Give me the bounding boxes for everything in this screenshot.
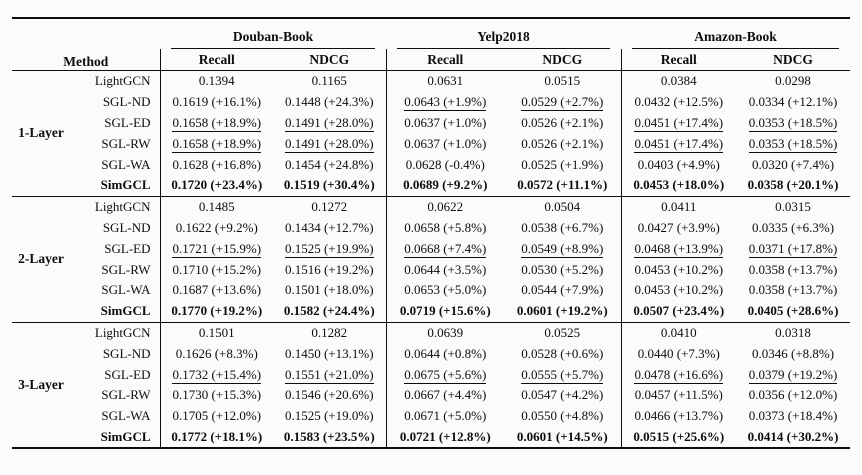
metric-value: 0.0530 (+5.2%) bbox=[521, 261, 604, 277]
metric-value: 0.1485 bbox=[198, 199, 235, 215]
metric-cell bbox=[736, 259, 850, 280]
metric-cell bbox=[386, 113, 504, 134]
metric-value: 0.0379 (+19.2%) bbox=[748, 366, 838, 382]
metric-value: 0.1525 (+19.0%) bbox=[284, 408, 374, 424]
method-name: SimGCL bbox=[100, 177, 151, 193]
metric-value: 0.1582 (+24.4%) bbox=[283, 303, 375, 319]
metric-cell bbox=[273, 71, 386, 92]
metric-cell bbox=[504, 322, 621, 343]
metric-value: 0.1501 bbox=[198, 324, 235, 340]
metric-value: 0.0453 (+18.0%) bbox=[633, 177, 725, 193]
method-name: LightGCN bbox=[70, 196, 160, 217]
metric-cell bbox=[504, 133, 621, 154]
metric-cell bbox=[160, 406, 273, 427]
metric-value: 0.0689 (+9.2%) bbox=[403, 177, 488, 193]
column-header-recall: Recall bbox=[386, 49, 504, 71]
metric-value: 0.1448 (+24.3%) bbox=[284, 94, 374, 110]
method-name: SGL-ND bbox=[102, 345, 151, 361]
metric-cell bbox=[504, 238, 621, 259]
metric-value: 0.1687 (+13.6%) bbox=[172, 282, 262, 298]
table-row bbox=[12, 364, 850, 385]
metric-cell bbox=[386, 196, 504, 217]
metric-value: 0.1622 (+9.2%) bbox=[175, 219, 258, 235]
group-label-amazon-book: Amazon-Book bbox=[632, 29, 839, 49]
metric-cell bbox=[504, 154, 621, 175]
table-row bbox=[12, 238, 850, 259]
metric-cell bbox=[160, 154, 273, 175]
metric-cell bbox=[736, 364, 850, 385]
metric-cell bbox=[621, 301, 736, 322]
metric-cell bbox=[386, 343, 504, 364]
metric-cell bbox=[160, 71, 273, 92]
metric-value: 0.0637 (+1.0%) bbox=[404, 114, 487, 130]
metric-cell bbox=[504, 71, 621, 92]
metric-cell bbox=[504, 301, 621, 322]
metric-value: 0.1720 (+23.4%) bbox=[171, 177, 263, 193]
metric-cell bbox=[273, 113, 386, 134]
metric-cell bbox=[386, 301, 504, 322]
metric-cell bbox=[736, 175, 850, 196]
metric-value: 0.0334 (+12.1%) bbox=[748, 94, 838, 110]
column-header-recall: Recall bbox=[160, 49, 273, 71]
method-name: SGL-RW bbox=[101, 261, 151, 277]
metric-value: 0.0631 bbox=[427, 73, 464, 89]
metric-cell bbox=[621, 133, 736, 154]
metric-value: 0.1721 (+15.9%) bbox=[172, 240, 262, 256]
metric-cell bbox=[504, 385, 621, 406]
metric-value: 0.0315 bbox=[775, 199, 811, 215]
metric-value: 0.0526 (+2.1%) bbox=[521, 135, 604, 151]
metric-cell bbox=[736, 343, 850, 364]
metric-cell bbox=[736, 406, 850, 427]
method-name: SGL-ED bbox=[104, 366, 151, 382]
metric-value: 0.1710 (+15.2%) bbox=[172, 261, 262, 277]
metric-cell bbox=[504, 218, 621, 239]
method-name: SGL-ND bbox=[102, 219, 151, 235]
metric-cell bbox=[621, 280, 736, 301]
method-name: SGL-RW bbox=[101, 135, 151, 151]
column-header-ndcg: NDCG bbox=[736, 49, 850, 71]
table-row bbox=[12, 175, 850, 196]
metric-value: 0.0358 (+13.7%) bbox=[748, 282, 838, 298]
metric-cell bbox=[621, 406, 736, 427]
column-header-ndcg: NDCG bbox=[504, 49, 621, 71]
metric-value: 0.0544 (+7.9%) bbox=[521, 282, 604, 298]
table-body bbox=[12, 71, 850, 449]
metric-cell bbox=[386, 133, 504, 154]
metric-value: 0.0371 (+17.8%) bbox=[748, 240, 838, 256]
table-row bbox=[12, 427, 850, 449]
metric-value: 0.0549 (+8.9%) bbox=[521, 240, 604, 256]
table-row bbox=[12, 218, 850, 239]
metric-cell bbox=[621, 175, 736, 196]
metric-cell bbox=[273, 259, 386, 280]
metric-cell bbox=[504, 259, 621, 280]
metric-value: 0.1282 bbox=[311, 324, 348, 340]
metric-cell bbox=[386, 259, 504, 280]
metric-value: 0.0671 (+5.0%) bbox=[404, 408, 487, 424]
metric-value: 0.0547 (+4.2%) bbox=[521, 387, 604, 403]
metric-value: 0.0644 (+3.5%) bbox=[404, 261, 487, 277]
metric-value: 0.1525 (+19.9%) bbox=[284, 240, 374, 256]
method-name: SGL-WA bbox=[101, 408, 151, 424]
metric-value: 0.0572 (+11.1%) bbox=[517, 177, 608, 193]
metric-value: 0.1546 (+20.6%) bbox=[284, 387, 374, 403]
metric-value: 0.0451 (+17.4%) bbox=[634, 114, 724, 130]
table-row bbox=[12, 196, 850, 217]
method-name: SGL-ND bbox=[102, 94, 151, 110]
metric-value: 0.0675 (+5.6%) bbox=[404, 366, 487, 382]
metric-cell bbox=[273, 385, 386, 406]
method-name: SimGCL bbox=[100, 303, 151, 319]
metric-value: 0.0478 (+16.6%) bbox=[634, 366, 724, 382]
metric-value: 0.1583 (+23.5%) bbox=[283, 428, 375, 444]
metric-cell bbox=[386, 280, 504, 301]
metric-cell bbox=[621, 238, 736, 259]
metric-value: 0.0628 (-0.4%) bbox=[405, 156, 485, 172]
metric-value: 0.1658 (+18.9%) bbox=[172, 135, 262, 151]
metric-value: 0.1450 (+13.1%) bbox=[284, 345, 374, 361]
metric-cell bbox=[273, 218, 386, 239]
metric-cell bbox=[621, 71, 736, 92]
metric-value: 0.1626 (+8.3%) bbox=[175, 345, 258, 361]
metric-cell bbox=[386, 364, 504, 385]
metric-value: 0.0427 (+3.9%) bbox=[637, 219, 720, 235]
metric-cell bbox=[160, 343, 273, 364]
metric-cell bbox=[273, 154, 386, 175]
table-row bbox=[12, 301, 850, 322]
metric-cell bbox=[160, 322, 273, 343]
metric-value: 0.1732 (+15.4%) bbox=[172, 366, 262, 382]
metric-value: 0.0528 (+0.6%) bbox=[521, 345, 604, 361]
table-row bbox=[12, 133, 850, 154]
group-label-yelp2018: Yelp2018 bbox=[397, 29, 610, 49]
metric-value: 0.0320 (+7.4%) bbox=[752, 156, 835, 172]
method-name: SGL-RW bbox=[101, 387, 151, 403]
metric-value: 0.1628 (+16.8%) bbox=[172, 156, 262, 172]
metric-value: 0.0667 (+4.4%) bbox=[404, 387, 487, 403]
metric-cell bbox=[621, 385, 736, 406]
metric-value: 0.0356 (+12.0%) bbox=[748, 387, 838, 403]
metric-value: 0.1619 (+16.1%) bbox=[172, 94, 262, 110]
method-name: SGL-ED bbox=[104, 114, 151, 130]
metric-value: 0.0358 (+20.1%) bbox=[747, 177, 839, 193]
metric-cell bbox=[736, 196, 850, 217]
metric-cell bbox=[621, 92, 736, 113]
metric-value: 0.1491 (+28.0%) bbox=[284, 135, 374, 151]
metric-cell bbox=[736, 154, 850, 175]
metric-value: 0.0411 bbox=[661, 199, 697, 215]
layer-label: 1-Layer bbox=[18, 125, 64, 141]
metric-cell bbox=[736, 92, 850, 113]
table-row bbox=[12, 385, 850, 406]
metric-value: 0.0440 (+7.3%) bbox=[637, 345, 720, 361]
metric-value: 0.0525 (+1.9%) bbox=[521, 156, 604, 172]
metric-cell bbox=[621, 113, 736, 134]
metric-cell bbox=[621, 196, 736, 217]
metric-value: 0.0550 (+4.8%) bbox=[521, 408, 604, 424]
metric-cell bbox=[621, 154, 736, 175]
metric-value: 0.1272 bbox=[311, 199, 348, 215]
group-header-yelp2018 bbox=[386, 18, 621, 49]
metric-value: 0.1165 bbox=[311, 73, 347, 89]
metric-cell bbox=[736, 385, 850, 406]
metric-value: 0.1658 (+18.9%) bbox=[172, 114, 262, 130]
metric-value: 0.0653 (+5.0%) bbox=[404, 282, 487, 298]
metric-cell bbox=[273, 238, 386, 259]
metric-cell bbox=[736, 113, 850, 134]
metric-value: 0.0384 bbox=[660, 73, 697, 89]
metric-cell bbox=[386, 406, 504, 427]
metric-value: 0.0658 (+5.8%) bbox=[404, 219, 487, 235]
metric-cell bbox=[386, 175, 504, 196]
metric-value: 0.0403 (+4.9%) bbox=[637, 156, 720, 172]
metric-value: 0.1519 (+30.4%) bbox=[283, 177, 375, 193]
metric-value: 0.1730 (+15.3%) bbox=[172, 387, 262, 403]
metric-value: 0.1434 (+12.7%) bbox=[284, 219, 374, 235]
metric-cell bbox=[621, 259, 736, 280]
metric-cell bbox=[160, 196, 273, 217]
metric-value: 0.0414 (+30.2%) bbox=[747, 428, 839, 444]
metric-cell bbox=[386, 218, 504, 239]
metric-value: 0.1772 (+18.1%) bbox=[171, 428, 263, 444]
metric-value: 0.1491 (+28.0%) bbox=[284, 114, 374, 130]
table-row bbox=[12, 280, 850, 301]
metric-value: 0.0432 (+12.5%) bbox=[634, 94, 724, 110]
metric-value: 0.0601 (+19.2%) bbox=[516, 303, 608, 319]
metric-cell bbox=[160, 280, 273, 301]
metric-value: 0.1394 bbox=[198, 73, 235, 89]
table-row bbox=[12, 113, 850, 134]
metric-cell bbox=[160, 133, 273, 154]
metric-value: 0.0410 bbox=[660, 324, 697, 340]
metric-value: 0.0405 (+28.6%) bbox=[747, 303, 839, 319]
metric-value: 0.0668 (+7.4%) bbox=[404, 240, 487, 256]
metric-cell bbox=[160, 218, 273, 239]
metric-cell bbox=[621, 343, 736, 364]
metric-cell bbox=[273, 406, 386, 427]
metric-cell bbox=[160, 427, 273, 449]
metric-cell bbox=[504, 427, 621, 449]
metric-cell bbox=[504, 280, 621, 301]
column-header-ndcg: NDCG bbox=[273, 49, 386, 71]
metric-value: 0.0466 (+13.7%) bbox=[634, 408, 724, 424]
metric-value: 0.1770 (+19.2%) bbox=[171, 303, 263, 319]
metric-value: 0.0457 (+11.5%) bbox=[634, 387, 723, 403]
metric-value: 0.1551 (+21.0%) bbox=[284, 366, 374, 382]
metric-cell bbox=[273, 364, 386, 385]
group-header-douban-book bbox=[160, 18, 386, 49]
table-row bbox=[12, 406, 850, 427]
metric-cell bbox=[736, 427, 850, 449]
metric-cell bbox=[386, 238, 504, 259]
table-row bbox=[12, 343, 850, 364]
metric-cell bbox=[736, 301, 850, 322]
metric-cell bbox=[160, 113, 273, 134]
metric-value: 0.1501 (+18.0%) bbox=[284, 282, 374, 298]
metric-value: 0.0643 (+1.9%) bbox=[404, 94, 487, 110]
metric-cell bbox=[160, 238, 273, 259]
table-header bbox=[12, 18, 850, 71]
metric-value: 0.0298 bbox=[775, 73, 811, 89]
metric-cell bbox=[273, 427, 386, 449]
metric-value: 0.0525 bbox=[544, 324, 581, 340]
metric-value: 0.0453 (+10.2%) bbox=[634, 282, 724, 298]
table-row bbox=[12, 154, 850, 175]
method-name: LightGCN bbox=[70, 322, 160, 343]
layer-label: 2-Layer bbox=[12, 196, 70, 322]
results-table bbox=[12, 17, 850, 449]
metric-cell bbox=[160, 364, 273, 385]
method-name: SGL-WA bbox=[101, 156, 151, 172]
method-name: SGL-WA bbox=[101, 282, 151, 298]
metric-cell bbox=[160, 175, 273, 196]
metric-cell bbox=[386, 322, 504, 343]
metric-cell bbox=[386, 154, 504, 175]
table-row bbox=[12, 92, 850, 113]
metric-value: 0.0353 (+18.5%) bbox=[748, 114, 838, 130]
metric-cell bbox=[386, 427, 504, 449]
metric-cell bbox=[504, 92, 621, 113]
metric-value: 0.1516 (+19.2%) bbox=[284, 261, 374, 277]
metric-cell bbox=[736, 71, 850, 92]
metric-cell bbox=[736, 280, 850, 301]
metric-cell bbox=[160, 301, 273, 322]
metric-value: 0.0453 (+10.2%) bbox=[634, 261, 724, 277]
metric-cell bbox=[736, 218, 850, 239]
method-name: SimGCL bbox=[100, 428, 151, 444]
table-row bbox=[12, 71, 850, 92]
metric-cell bbox=[386, 92, 504, 113]
table-row bbox=[12, 259, 850, 280]
metric-cell bbox=[621, 427, 736, 449]
metric-value: 0.0622 bbox=[427, 199, 464, 215]
metric-value: 0.0637 (+1.0%) bbox=[404, 135, 487, 151]
metric-cell bbox=[736, 133, 850, 154]
metric-cell bbox=[273, 322, 386, 343]
metric-cell bbox=[736, 238, 850, 259]
metric-value: 0.0335 (+6.3%) bbox=[752, 219, 835, 235]
metric-value: 0.0353 (+18.5%) bbox=[748, 135, 838, 151]
metric-cell bbox=[736, 322, 850, 343]
method-column-header: Method bbox=[12, 18, 160, 71]
metric-cell bbox=[621, 322, 736, 343]
metric-cell bbox=[504, 113, 621, 134]
metric-cell bbox=[273, 343, 386, 364]
metric-value: 0.0526 (+2.1%) bbox=[521, 114, 604, 130]
metric-cell bbox=[160, 92, 273, 113]
metric-value: 0.0601 (+14.5%) bbox=[516, 428, 608, 444]
metric-value: 0.0358 (+13.7%) bbox=[748, 261, 838, 277]
metric-cell bbox=[273, 301, 386, 322]
method-name: SGL-ED bbox=[104, 240, 151, 256]
metric-value: 0.0644 (+0.8%) bbox=[404, 345, 487, 361]
metric-cell bbox=[273, 92, 386, 113]
metric-value: 0.1705 (+12.0%) bbox=[172, 408, 262, 424]
metric-cell bbox=[160, 385, 273, 406]
metric-value: 0.0555 (+5.7%) bbox=[521, 366, 604, 382]
metric-value: 0.0515 bbox=[544, 73, 581, 89]
group-label-douban-book: Douban-Book bbox=[171, 29, 375, 49]
metric-value: 0.0451 (+17.4%) bbox=[634, 135, 724, 151]
metric-value: 0.0504 bbox=[544, 199, 581, 215]
table-row bbox=[12, 322, 850, 343]
metric-value: 0.0468 (+13.9%) bbox=[634, 240, 724, 256]
metric-value: 0.0639 bbox=[427, 324, 464, 340]
metric-value: 0.0346 (+8.8%) bbox=[752, 345, 835, 361]
method-name: LightGCN bbox=[94, 73, 151, 89]
metric-cell bbox=[160, 259, 273, 280]
metric-value: 0.0318 bbox=[775, 324, 811, 340]
metric-cell bbox=[504, 343, 621, 364]
metric-cell bbox=[273, 175, 386, 196]
metric-value: 0.0373 (+18.4%) bbox=[748, 408, 838, 424]
metric-cell bbox=[273, 280, 386, 301]
metric-cell bbox=[273, 196, 386, 217]
metric-cell bbox=[273, 133, 386, 154]
metric-value: 0.0721 (+12.8%) bbox=[399, 428, 491, 444]
metric-value: 0.0515 (+25.6%) bbox=[633, 428, 725, 444]
metric-cell bbox=[386, 385, 504, 406]
column-header-recall: Recall bbox=[621, 49, 736, 71]
metric-cell bbox=[621, 364, 736, 385]
metric-value: 0.0538 (+6.7%) bbox=[521, 219, 604, 235]
metric-value: 0.0507 (+23.4%) bbox=[633, 303, 725, 319]
metric-cell bbox=[504, 196, 621, 217]
metric-cell bbox=[621, 218, 736, 239]
metric-value: 0.0529 (+2.7%) bbox=[521, 94, 604, 110]
group-header-amazon-book bbox=[621, 18, 850, 49]
metric-value: 0.0719 (+15.6%) bbox=[399, 303, 491, 319]
metric-cell bbox=[504, 175, 621, 196]
metric-cell bbox=[504, 406, 621, 427]
metric-cell bbox=[386, 71, 504, 92]
layer-label: 3-Layer bbox=[12, 322, 70, 448]
metric-cell bbox=[504, 364, 621, 385]
metric-value: 0.1454 (+24.8%) bbox=[284, 156, 374, 172]
group-header-row bbox=[12, 18, 850, 49]
